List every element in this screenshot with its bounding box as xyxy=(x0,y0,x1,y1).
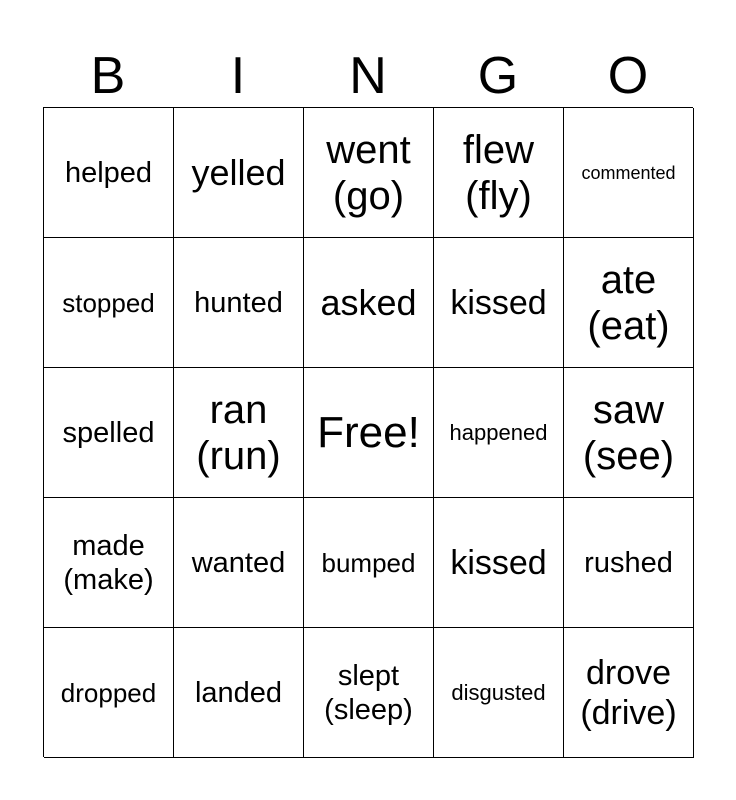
cell-text: slept (sleep) xyxy=(324,659,413,726)
bingo-cell[interactable] xyxy=(174,498,304,628)
bingo-cell[interactable] xyxy=(174,628,304,758)
cell-text: bumped xyxy=(321,547,416,578)
cell-text: disgusted xyxy=(451,679,546,705)
cell-text: spelled xyxy=(62,416,155,449)
bingo-cell[interactable] xyxy=(304,108,434,238)
cell-text: hunted xyxy=(194,286,283,319)
bingo-cell[interactable] xyxy=(564,238,694,368)
cell-text: drove (drive) xyxy=(580,653,677,732)
bingo-cell[interactable] xyxy=(564,368,694,498)
cell-text: helped xyxy=(64,156,153,189)
cell-text: saw (see) xyxy=(582,387,675,478)
header-letter-b: B xyxy=(90,47,126,105)
header-letter-o: O xyxy=(607,47,649,105)
bingo-cell[interactable] xyxy=(44,108,174,238)
cell-text: flew (fly) xyxy=(462,127,535,218)
bingo-cell[interactable] xyxy=(434,238,564,368)
bingo-cell[interactable] xyxy=(304,238,434,368)
bingo-cell[interactable] xyxy=(564,628,694,758)
bingo-cell[interactable] xyxy=(434,368,564,498)
cell-text: ate (eat) xyxy=(587,257,670,348)
bingo-cell[interactable] xyxy=(44,368,174,498)
bingo-cell[interactable] xyxy=(174,368,304,498)
bingo-cell[interactable] xyxy=(564,108,694,238)
bingo-cell[interactable] xyxy=(304,628,434,758)
bingo-cell[interactable] xyxy=(44,628,174,758)
cell-text: Free! xyxy=(317,407,420,457)
bingo-cell free-space[interactable] xyxy=(304,368,434,498)
cell-text: kissed xyxy=(450,543,547,582)
cell-text: wanted xyxy=(191,546,286,579)
cell-text: commented xyxy=(581,162,676,183)
cell-text: landed xyxy=(194,676,283,709)
bingo-cell[interactable] xyxy=(44,498,174,628)
bingo-cell[interactable] xyxy=(304,498,434,628)
cell-text: asked xyxy=(320,281,417,323)
header-letter-n: N xyxy=(349,47,387,105)
header-letter-g: G xyxy=(477,47,519,105)
header-letter-i: I xyxy=(230,47,246,105)
cell-text: dropped xyxy=(60,677,157,708)
bingo-cell[interactable] xyxy=(174,238,304,368)
bingo-cell[interactable] xyxy=(434,108,564,238)
bingo-cell[interactable] xyxy=(564,498,694,628)
cell-text: made (make) xyxy=(63,529,154,596)
cell-text: rushed xyxy=(584,546,673,579)
bingo-cell[interactable] xyxy=(434,628,564,758)
bingo-cell[interactable] xyxy=(434,498,564,628)
cell-text: happened xyxy=(449,419,548,445)
cell-text: yelled xyxy=(191,151,286,193)
cell-text: kissed xyxy=(450,283,547,322)
bingo-cell[interactable] xyxy=(174,108,304,238)
bingo-header xyxy=(43,44,693,108)
cell-text: stopped xyxy=(62,287,155,318)
bingo-cell[interactable] xyxy=(44,238,174,368)
cell-text: ran (run) xyxy=(196,387,281,478)
bingo-card-grid xyxy=(43,107,693,757)
cell-text: went (go) xyxy=(326,127,411,218)
